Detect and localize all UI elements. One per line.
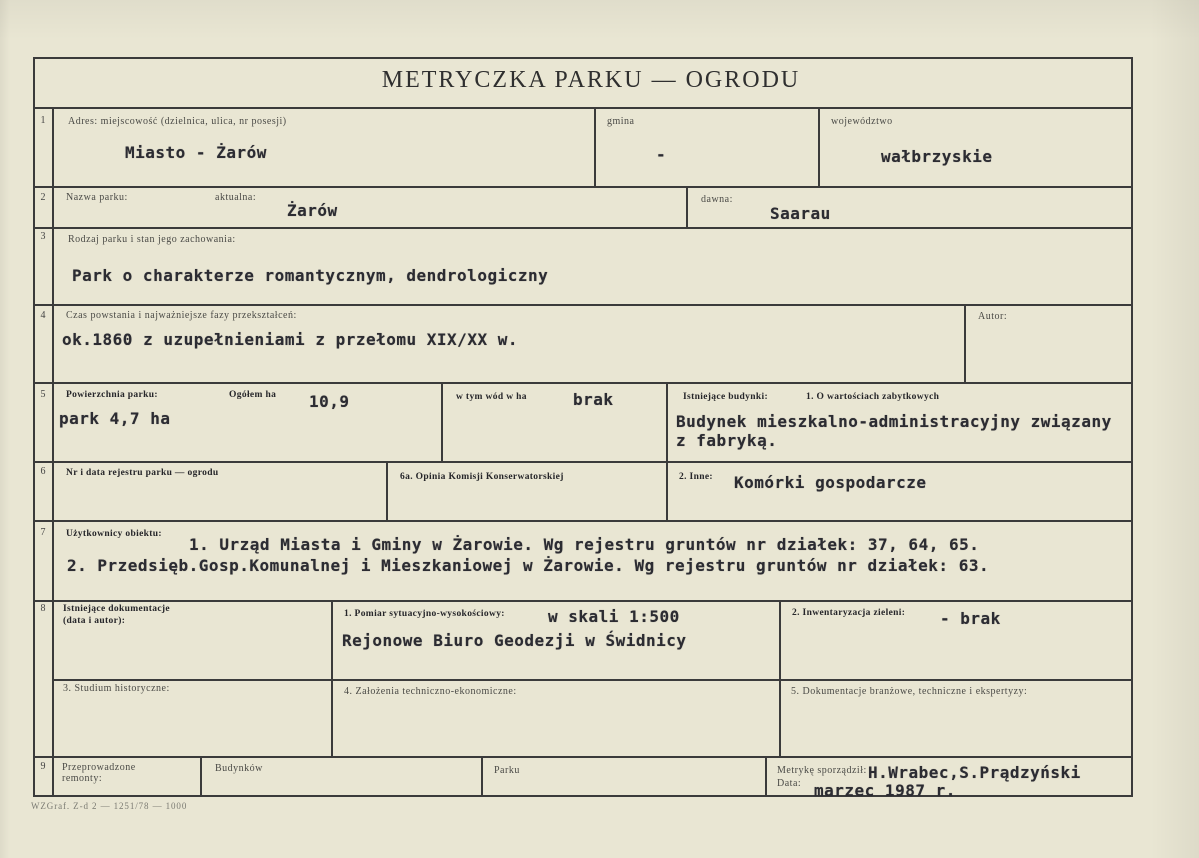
row-divider — [33, 600, 1133, 602]
former-name-label: dawna: — [701, 194, 733, 205]
row-number: 6 — [40, 466, 46, 477]
row-number: 9 — [40, 761, 46, 772]
documentation-label: (data i autor): — [63, 616, 126, 626]
current-name-value: Żarów — [287, 201, 338, 220]
row-divider — [33, 461, 1133, 463]
historic-buildings-label: 1. O wartościach zabytkowych — [806, 392, 940, 402]
area-label: Powierzchnia parku: — [66, 390, 158, 400]
address-location-value: Miasto - Żarów — [125, 143, 267, 162]
column-divider — [200, 756, 202, 797]
greenery-inventory-value: - brak — [940, 609, 1001, 628]
date-value: marzec 1987 r. — [814, 781, 956, 800]
total-area-value: 10,9 — [309, 392, 350, 411]
other-buildings-label: 2. Inne: — [679, 472, 713, 482]
park-area-value: park 4,7 ha — [59, 409, 171, 428]
date-label: Data: — [777, 778, 802, 789]
gmina-value: - — [656, 145, 667, 164]
row-number: 3 — [40, 231, 46, 242]
row-divider — [33, 227, 1133, 229]
historic-buildings-line: z fabryką. — [676, 431, 778, 450]
survey-label: 1. Pomiar sytuacyjno-wysokościowy: — [344, 609, 505, 619]
history-value: ok.1860 z uzupełnieniami z przełomu XIX/XX w. — [62, 330, 518, 349]
column-divider — [779, 600, 781, 757]
print-code: WZGraf. Z-d 2 — 1251/78 — 1000 — [31, 801, 188, 811]
other-buildings-value: Komórki gospodarcze — [734, 473, 927, 492]
expertise-label: 5. Dokumentacje branżowe, techniczne i ekspertyzy: — [791, 686, 1028, 697]
row-number: 5 — [40, 389, 46, 400]
column-divider — [666, 382, 668, 462]
park-type-value: Park o charakterze romantycznym, dendrologiczny — [72, 266, 549, 285]
technical-assumptions-label: 4. Założenia techniczno-ekonomiczne: — [344, 686, 517, 697]
column-divider — [441, 382, 443, 462]
title-divider — [33, 107, 1133, 109]
row-number: 4 — [40, 310, 46, 321]
users-line: 2. Przedsięb.Gosp.Komunalnej i Mieszkaniowej w Żarowie. Wg rejestru gruntów nr działek: 63. — [67, 556, 990, 575]
water-area-label: w tym wód w ha — [456, 392, 527, 402]
renovations-label: remonty: — [62, 773, 103, 784]
row-divider — [33, 756, 1133, 758]
column-divider — [594, 107, 596, 187]
row-number: 1 — [40, 115, 46, 126]
number-column-divider — [52, 107, 54, 797]
park-renovations-label: Parku — [494, 765, 520, 776]
gmina-label: gmina — [607, 116, 635, 127]
conservation-opinion-label: 6a. Opinia Komisji Konserwatorskiej — [400, 472, 564, 482]
survey-scale-value: w skali 1:500 — [548, 607, 680, 626]
author-label: Autor: — [978, 311, 1008, 322]
row-number: 7 — [40, 527, 46, 538]
row-divider — [33, 520, 1133, 522]
park-name-label: Nazwa parku: — [66, 192, 128, 203]
row-number: 8 — [40, 603, 46, 614]
users-line: 1. Urząd Miasta i Gminy w Żarowie. Wg rejestru gruntów nr działek: 37, 64, 65. — [189, 535, 980, 554]
column-divider — [666, 461, 668, 521]
prepared-by-value: H.Wrabec,S.Prądzyński — [868, 763, 1081, 782]
prepared-by-label: Metrykę sporządził: — [777, 765, 867, 776]
row-divider — [33, 304, 1133, 306]
history-label: Czas powstania i najważniejsze fazy przekształceń: — [66, 310, 297, 321]
form-title: METRYCZKA PARKU — OGRODU — [381, 67, 801, 93]
renovations-label: Przeprowadzone — [62, 762, 136, 773]
voivodeship-value: wałbrzyskie — [881, 147, 993, 166]
water-area-value: brak — [573, 390, 614, 409]
column-divider — [964, 304, 966, 383]
column-divider — [386, 461, 388, 521]
row-divider — [33, 382, 1133, 384]
current-name-label: aktualna: — [215, 192, 257, 203]
column-divider — [481, 756, 483, 797]
former-name-value: Saarau — [770, 204, 831, 223]
total-area-label: Ogółem ha — [229, 390, 277, 400]
row-number: 2 — [40, 192, 46, 203]
buildings-label: Istniejące budynki: — [683, 392, 769, 402]
park-type-label: Rodzaj parku i stan jego zachowania: — [68, 234, 236, 245]
subrow-divider — [53, 679, 1133, 681]
buildings-renovations-label: Budynków — [215, 763, 263, 774]
column-divider — [331, 600, 333, 757]
row-divider — [33, 186, 1133, 188]
column-divider — [765, 756, 767, 797]
users-label: Użytkownicy obiektu: — [66, 529, 162, 539]
address-location-label: Adres: miejscowość (dzielnica, ulica, nr posesji) — [68, 116, 287, 127]
column-divider — [686, 186, 688, 228]
column-divider — [818, 107, 820, 187]
historic-buildings-line: Budynek mieszkalno-administracyjny związany — [676, 412, 1112, 431]
voivodeship-label: województwo — [831, 116, 893, 127]
historical-study-label: 3. Studium historyczne: — [63, 683, 170, 694]
survey-author-value: Rejonowe Biuro Geodezji w Świdnicy — [342, 631, 687, 650]
register-label: Nr i data rejestru parku — ogrodu — [66, 468, 219, 478]
greenery-inventory-label: 2. Inwentaryzacja zieleni: — [792, 608, 906, 618]
documentation-label: Istniejące dokumentacje — [63, 604, 170, 614]
